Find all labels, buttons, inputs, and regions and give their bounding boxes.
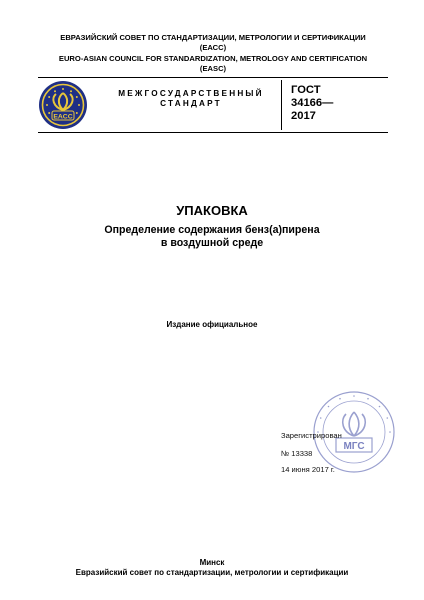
publisher-name: Евразийский совет по стандартизации, метрологии и сертификации — [75, 568, 349, 577]
council-abbr-ru: (ЕАСС) — [199, 43, 227, 52]
edition-note: Издание официальное — [166, 320, 258, 329]
gost-designation-year: 2017 — [291, 110, 316, 122]
registration-label: Зарегистрирован — [281, 431, 342, 440]
council-name-ru-line: ЕВРАЗИЙСКИЙ СОВЕТ ПО СТАНДАРТИЗАЦИИ, МЕТРОЛОГИИ И СЕРТИФИКАЦИИ — [60, 33, 366, 42]
stamp-text: МГС — [343, 441, 365, 452]
publication-city: Минск — [199, 558, 225, 567]
registration-date: 14 июня 2017 г. — [281, 465, 335, 474]
document-subtitle-line1: Определение содержания бенз(а)пирена — [104, 224, 320, 236]
gost-designation-prefix: ГОСТ — [291, 84, 321, 96]
council-name-en-line: EURO-ASIAN COUNCIL FOR STANDARDIZATION, METROLOGY AND CERTIFICATION — [58, 54, 368, 63]
interstate-label-line1: МЕЖГОСУДАРСТВЕННЫЙ — [118, 89, 264, 98]
eacc-logo-text: EACC — [53, 113, 73, 121]
header-rule-bottom — [38, 132, 388, 133]
council-name-ru — [38, 33, 388, 53]
gost-designation-number: 34166— — [291, 97, 334, 109]
interstate-label-line2: СТАНДАРТ — [160, 99, 222, 108]
header-rule-top — [38, 77, 388, 78]
document-title: УПАКОВКА — [176, 203, 248, 218]
registration-number: № 13338 — [281, 449, 313, 458]
document-subtitle-line2: в воздушной среде — [160, 237, 264, 249]
header-vertical-divider — [281, 80, 282, 130]
eacc-logo — [38, 80, 88, 130]
council-name-en — [38, 54, 388, 74]
council-abbr-en: (EASC) — [199, 64, 227, 73]
